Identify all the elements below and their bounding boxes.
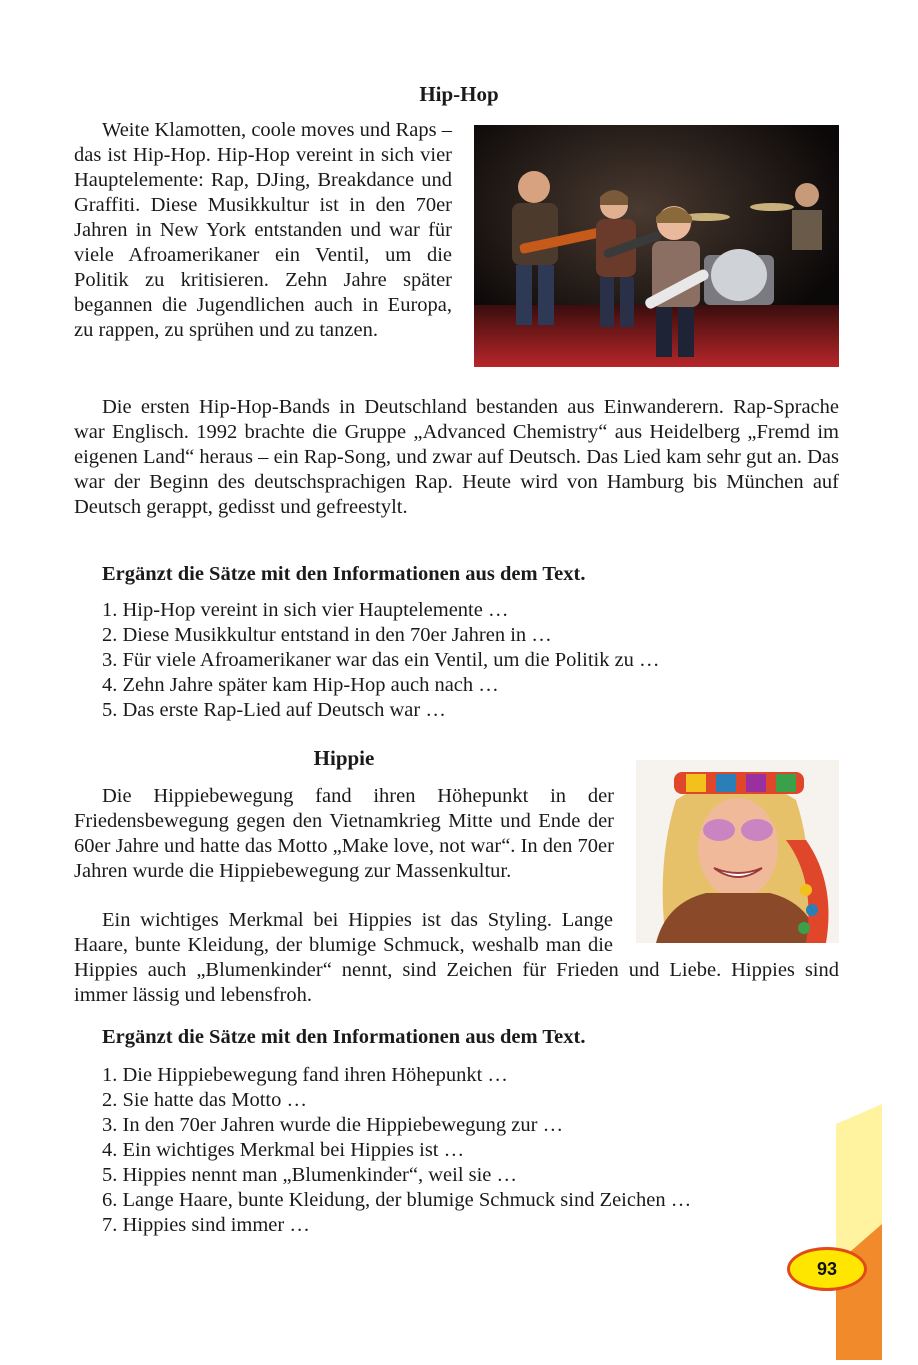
list-item: 5. Das erste Rap-Lied auf Deutsch war … [102, 699, 446, 721]
hippie-task-heading: Ergänzt die Sätze mit den Informationen aus dem Text. [102, 1026, 586, 1048]
hippie-paragraph-1-text: Die Hippiebewegung fand ihren Höhepunkt in der Friedensbewegung gegen den Vietnamkrieg Mitte und Ende der 60er Jahre und hatte das Motto „Make love, not war“. In den 70er Jahren wurde die Hippiebewegung zur Massenkultur. [74, 785, 614, 882]
hiphop-paragraph-2-text: Die ersten Hip-Hop-Bands in Deutschland bestanden aus Einwanderern. Rap-Sprache war Englisch. 1992 brachte die Gruppe „Advanced Chemistry“ aus Heidelberg „Fremd im eigenen Land“ heraus – ein Rap-Song, und zwar auf Deutsch. Das Lied kam sehr gut an. Das war der Beginn des deutschsprachigen Rap. Heute wird von Hamburg bis München auf Deutsch gerappt, gedisst und gefreestylt. [74, 396, 839, 518]
hippie-task-list [102, 1063, 691, 1238]
list-item: 3. Für viele Afroamerikaner war das ein Ventil, um die Politik zu … [102, 649, 660, 671]
band-photo-illustration [474, 125, 839, 367]
section-title-hiphop: Hip-Hop [419, 82, 499, 106]
list-item: 4. Zehn Jahre später kam Hip-Hop auch nach … [102, 674, 499, 696]
page-number: 93 [816, 1258, 838, 1279]
hiphop-task-heading: Ergänzt die Sätze mit den Informationen aus dem Text. [102, 563, 586, 585]
hippie-paragraph-2 [74, 908, 839, 1008]
page-edge-band-shape [836, 1104, 882, 1360]
page-number-badge [787, 1247, 867, 1291]
list-item: 3. In den 70er Jahren wurde die Hippiebewegung zur … [102, 1114, 564, 1136]
list-item: 2. Sie hatte das Motto … [102, 1089, 307, 1111]
hippie-paragraph-2-text: Ein wichtiges Merkmal bei Hippies ist das Styling. Lange Haare, bunte Kleidung, der blumige Schmuck, weshalb man die Hippies auch „Blumenkinder“ nennt, sind Zeichen für Frieden und Liebe. Hippies sind immer lässig und lebensfroh. [74, 909, 839, 1006]
list-item: 1. Hip-Hop vereint in sich vier Hauptelemente … [102, 599, 509, 621]
page-edge-band [836, 1104, 882, 1360]
hiphop-paragraph-1 [74, 118, 452, 343]
list-item: 4. Ein wichtiges Merkmal bei Hippies ist … [102, 1139, 465, 1161]
list-item: 5. Hippies nennt man „Blumenkinder“, weil sie … [102, 1164, 518, 1186]
list-item: 7. Hippies sind immer … [102, 1214, 310, 1236]
list-item: 2. Diese Musikkultur entstand in den 70er Jahren in … [102, 624, 552, 646]
list-item: 1. Die Hippiebewegung fand ihren Höhepunkt … [102, 1064, 508, 1086]
hiphop-band-photo [474, 125, 839, 367]
hiphop-task-list [102, 598, 660, 723]
section-title-hippie: Hippie [313, 746, 375, 770]
list-item: 6. Lange Haare, bunte Kleidung, der blumige Schmuck sind Zeichen … [102, 1189, 692, 1211]
hiphop-paragraph-1-text: Weite Klamotten, coole moves und Raps – das ist Hip-Hop. Hip-Hop vereint in sich vier Hauptelemente: Rap, DJing, Breakdance und Graffiti. Diese Musikkultur ist in den 70er Jahren in New York entstanden und war für viele Afroamerikaner ein Ventil, um die Politik zu kritisieren. Zehn Jahre später begannen die Jugendlichen auch in Europa, zu rappen, zu sprühen und zu tanzen. [74, 119, 452, 341]
hippie-paragraph-1 [74, 784, 614, 884]
hiphop-paragraph-2 [74, 395, 839, 520]
